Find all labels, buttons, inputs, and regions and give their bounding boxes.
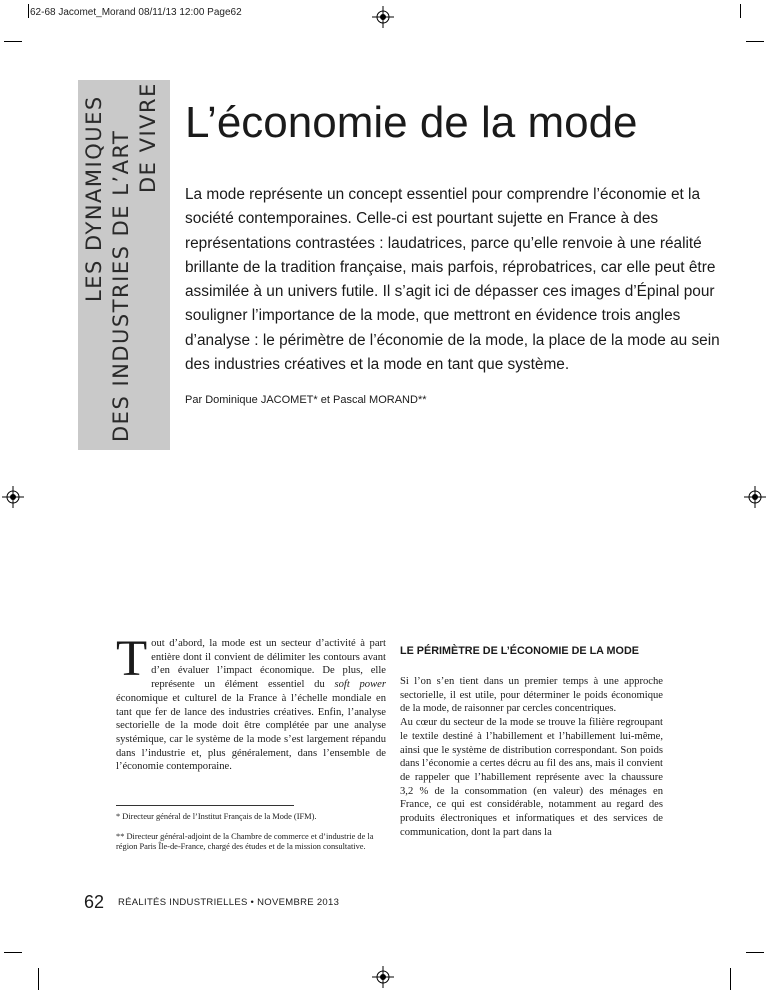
page-number: 62 bbox=[84, 892, 105, 912]
crop-mark bbox=[746, 952, 764, 953]
crop-mark bbox=[28, 4, 29, 18]
registration-mark-icon bbox=[372, 966, 394, 988]
crop-mark bbox=[38, 968, 39, 990]
right-column bbox=[400, 645, 663, 839]
body-paragraph: Si l’on s’en tient dans un premier temps à une approche sectorielle, il est utile, pour déterminer le poids économique de la mode, de raisonner par cercles concentriques. bbox=[400, 676, 663, 715]
lead-text: économique et culturel de la France à l’échelle mondiale en tant que fer de lance des industries créatives. Enfin, l’analyse sectorielle de la mode doit être complétée par une analyse systémique, car le système de la mode s’est largement répandu dans l’industrie et, plus généralement, dans l’ensemble de l’économie contemporaine. bbox=[116, 692, 386, 773]
footnote-rule bbox=[116, 805, 294, 806]
registration-mark-icon bbox=[744, 486, 766, 508]
print-slug: 62-68 Jacomet_Morand 08/11/13 12:00 Page62 bbox=[30, 7, 242, 18]
rubric-line: DES INDUSTRIES DE L’ART bbox=[109, 129, 133, 442]
rubric-line: DE VIVRE bbox=[136, 82, 160, 193]
footnote: ** Directeur général-adjoint de la Chambre de commerce et d’industrie de la région Paris Île-de-France, chargé des études et de la mission consultative. bbox=[116, 832, 374, 851]
rubric-band bbox=[78, 80, 170, 450]
section-heading: LE PÉRIMÈTRE DE L’ÉCONOMIE DE LA MODE bbox=[400, 645, 639, 657]
emphasis-text: soft power bbox=[334, 679, 386, 691]
author-name: Dominique JACOMET* bbox=[205, 394, 318, 406]
body-paragraph: Au cœur du secteur de la mode se trouve la filière regroupant le textile destiné à l’habillement et l’habillement lui-même, ainsi que le système de distribution correspondant. Son poids dans l’économie a certes décru au fil des ans, mais il convient de rappeler que l’habillement représente avec la chaussure 3,2 % de la consommation (en valeur) des ménages en France, ce qui est considérable, notamment au regard des produits électroniques et informatiques et des services de communication, dont la part dans la bbox=[400, 717, 663, 838]
registration-mark-icon bbox=[2, 486, 24, 508]
crop-mark bbox=[746, 41, 764, 42]
crop-mark bbox=[4, 41, 22, 42]
article-intro: La mode représente un concept essentiel pour comprendre l’économie et la société contemporaines. Celle-ci est pourtant sujette en France à des représentations contrastées : laudatrices, parce qu’elle renvoie à une réalité brillante de la tradition française, mais parfois, réprobatrices, car elle peut être assimilée à un univers futile. Il s’agit ici de dépasser ces images d’Épinal pour souligner l’importance de la mode, que mettront en évidence trois angles d’analyse : le périmètre de l’économie de la mode, la place de la mode au sein des industries créatives et la mode en tant que système. bbox=[185, 186, 720, 374]
lead-text: out d’abord, la mode est un secteur d’activité à part entière dont il convient de délimiter les contours avant d’en évaluer l’impact économique. De plus, elle représente un élément essentiel du bbox=[151, 638, 386, 691]
article-title: L’économie de la mode bbox=[185, 98, 638, 147]
footnote: * Directeur général de l’Institut Français de la Mode (IFM). bbox=[116, 812, 317, 821]
journal-footer: RÉALITÉS INDUSTRIELLES • NOVEMBRE 2013 bbox=[118, 897, 340, 908]
registration-mark-icon bbox=[372, 6, 394, 28]
byline bbox=[185, 394, 427, 406]
author-name: Pascal MORAND** bbox=[332, 394, 427, 406]
byline-conjunction: et bbox=[320, 394, 330, 406]
crop-mark bbox=[730, 968, 731, 990]
rubric-line: LES DYNAMIQUES bbox=[82, 95, 106, 302]
crop-mark bbox=[4, 952, 22, 953]
crop-mark bbox=[740, 4, 741, 18]
lead-paragraph bbox=[116, 631, 386, 774]
byline-prefix: Par bbox=[185, 394, 203, 406]
drop-cap: T bbox=[116, 631, 148, 687]
